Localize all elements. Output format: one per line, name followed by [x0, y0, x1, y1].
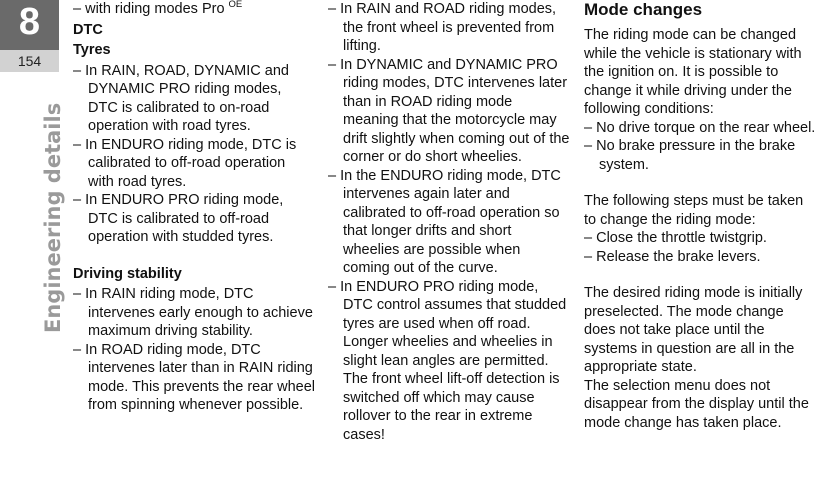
paragraph: The following steps must be taken to change the riding mode: — [584, 193, 804, 228]
column-left — [73, 0, 315, 415]
page-number: 154 — [0, 50, 59, 72]
chapter-number: 8 — [18, 1, 41, 43]
column-right — [584, 0, 819, 432]
list-item: – In the ENDURO riding mode, DTC intervenes again later and calibrated to off-road operation so that longer drifts and short wheelies are possible when coming out of the curve. — [328, 167, 561, 276]
paragraph: The desired riding mode is initially preselected. The mode change does not take place until the systems in question are all in the appropriate state. — [584, 285, 803, 375]
list-item: – In ENDURO PRO riding mode, DTC control assumes that studded tyres are used when off road. Longer wheelies and wheelies in slight lean angles are permitted. The front wheel lift-off detection is switched off which may cause rollover to the rear in extreme cases! — [328, 278, 567, 443]
list-item: – Close the throttle twistgrip. — [584, 230, 767, 246]
list-item: – In RAIN riding mode, DTC intervenes early enough to achieve maximum driving stability. — [73, 286, 313, 339]
section-title-vertical: Engineering details — [41, 102, 65, 333]
list-item: – In ENDURO PRO riding mode, DTC is calibrated to off-road operation with studded tyres. — [73, 192, 284, 245]
intro-superscript: OE — [228, 0, 243, 10]
column-middle — [328, 0, 570, 444]
list-item: – In ENDURO riding mode, DTC is calibrated to off-road operation with road tyres. — [73, 136, 297, 190]
list-item: – No drive torque on the rear wheel. — [584, 119, 816, 136]
list-item: – In RAIN and ROAD riding modes, the front wheel is prevented from lifting. — [328, 1, 557, 54]
chapter-tab — [0, 0, 59, 72]
paragraph: The selection menu does not disappear from the display until the mode change has taken place. — [584, 377, 809, 431]
list-item: – No brake pressure in the brake system. — [584, 138, 796, 173]
heading-driving-stability: Driving stability — [73, 265, 182, 282]
heading-tyres: Tyres — [73, 42, 111, 58]
intro-text: – with riding modes Pro — [73, 1, 225, 17]
list-item: – In RAIN, ROAD, DYNAMIC and DYNAMIC PRO riding modes, DTC is calibrated to on-road operation with road tyres. — [73, 62, 289, 134]
paragraph: The riding mode can be changed while the vehicle is stationary with the ignition on. It is possible to change it while driving under the following conditions: — [584, 27, 802, 117]
intro-line — [73, 0, 315, 19]
list-item: – In ROAD riding mode, DTC intervenes later than in RAIN riding mode. This prevents the rear wheel from spinning whenever possible. — [73, 341, 316, 413]
list-item: – In DYNAMIC and DYNAMIC PRO riding modes, DTC intervenes later than in ROAD riding mode meaning that the motorcycle may drift slightly when coming out of the corner or do short wheelies. — [328, 56, 570, 165]
list-item: – Release the brake levers. — [584, 248, 761, 265]
heading-mode-changes: Mode changes — [584, 0, 703, 19]
heading-dtc: DTC — [73, 21, 103, 38]
